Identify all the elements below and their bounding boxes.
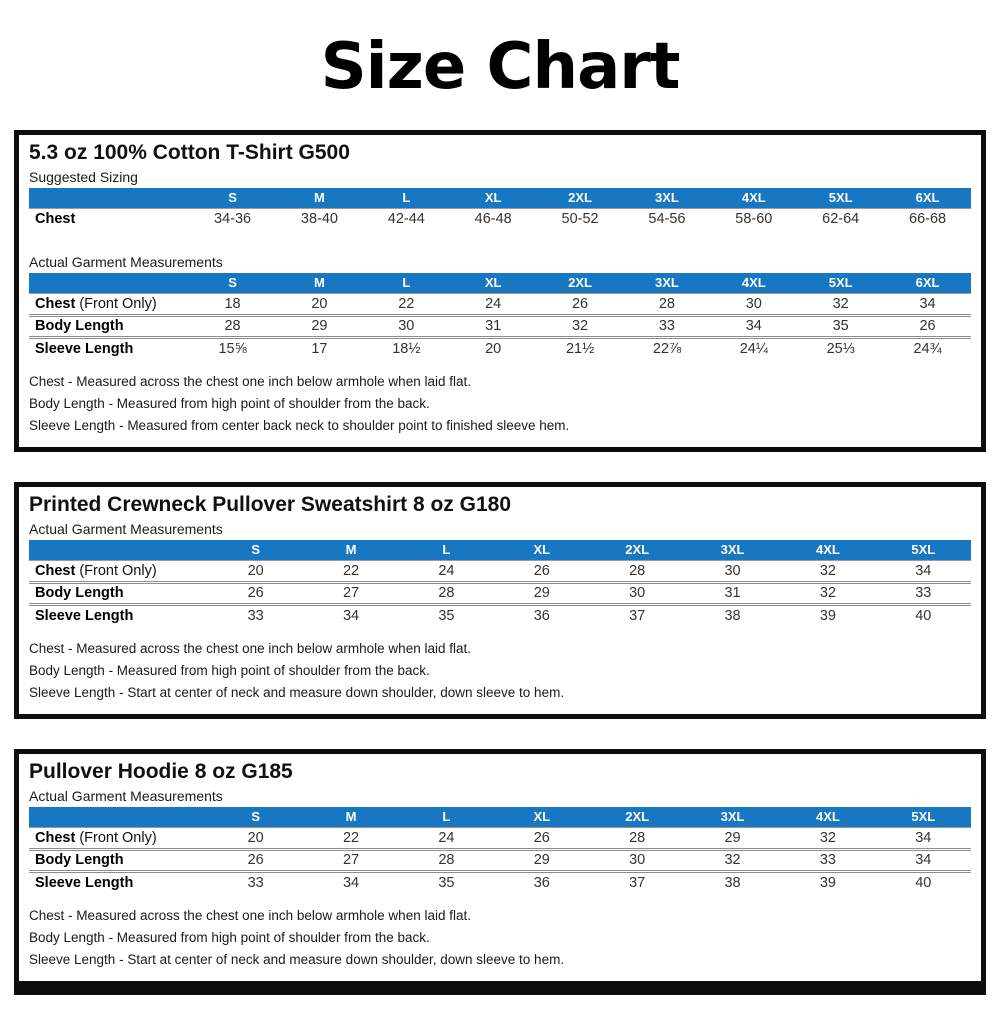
footnote: Body Length - Measured from high point of shoulder from the back. [29, 930, 430, 945]
row-label-text: Body Length [35, 852, 124, 868]
size-column-header: 6XL [884, 188, 971, 208]
size-column-header: S [189, 273, 276, 293]
size-column-header: L [399, 807, 494, 827]
size-header-row [29, 273, 971, 293]
row-label-suffix: (Front Only) [75, 562, 157, 579]
size-column-header: 3XL [624, 273, 711, 293]
row-label [29, 208, 189, 230]
measurement-table [29, 540, 971, 626]
table-title: Printed Crewneck Pullover Sweatshirt 8 oz G180 [29, 493, 512, 516]
size-column-header: 2XL [537, 188, 624, 208]
measurement-rows [29, 208, 971, 230]
size-table-g500-tshirt [14, 130, 986, 452]
table-body [29, 169, 971, 437]
footnotes [29, 371, 971, 437]
table-row [29, 315, 971, 337]
measurement-cell: 20 [485, 340, 502, 357]
table-row [29, 604, 971, 626]
size-column-header: M [276, 273, 363, 293]
footnote: Chest - Measured across the chest one inch below armhole when laid flat. [29, 908, 471, 923]
footnote: Chest - Measured across the chest one inch below armhole when laid flat. [29, 641, 471, 656]
measurement-cell: 38-40 [300, 211, 338, 228]
size-column-header: XL [450, 273, 537, 293]
row-label-text: Chest [35, 295, 76, 312]
measurement-cell: 17 [311, 340, 328, 357]
row-label [29, 827, 208, 849]
measurement-cell: 20 [311, 295, 328, 312]
measurement-cell: 30 [398, 318, 415, 334]
table-row [29, 871, 971, 893]
row-label-text: Chest [35, 211, 76, 228]
table-row [29, 560, 971, 582]
measurement-cell: 29 [724, 829, 741, 846]
measurement-cell: 24 [438, 829, 455, 846]
size-column-header: 4XL [710, 188, 797, 208]
measurement-cell: 33 [819, 852, 836, 868]
row-label-header [29, 273, 189, 293]
size-header-row [29, 807, 971, 827]
measurement-cell: 35 [832, 318, 849, 334]
size-column-header: M [276, 188, 363, 208]
measurement-cell: 46-48 [474, 211, 512, 228]
table-body [29, 521, 971, 704]
row-label-suffix: (Front Only) [75, 295, 157, 312]
measurement-cell: 30 [724, 562, 741, 579]
size-column-header: 4XL [710, 273, 797, 293]
measurement-rows [29, 293, 971, 359]
size-column-header: XL [494, 540, 589, 560]
size-column-header: S [189, 188, 276, 208]
row-label-text: Body Length [35, 318, 124, 334]
table-title: 5.3 oz 100% Cotton T-Shirt G500 [29, 141, 350, 164]
footnote: Sleeve Length - Measured from center back neck to shoulder point to finished sleeve hem. [29, 418, 570, 433]
measurement-cell: 27 [342, 852, 360, 868]
size-header [29, 188, 971, 208]
footnotes [29, 905, 971, 971]
size-column-header: 3XL [685, 540, 780, 560]
measurement-cell: 28 [438, 585, 455, 601]
measurement-cell: 66-68 [909, 211, 947, 228]
row-label-text: Sleeve Length [35, 607, 134, 624]
measurement-cell: 34 [915, 829, 932, 846]
measurement-table [29, 273, 971, 359]
row-label [29, 560, 208, 582]
measurement-cell: 21½ [565, 340, 595, 357]
measurement-cell: 26 [919, 318, 936, 334]
measurement-cell: 37 [629, 607, 646, 624]
size-header [29, 540, 971, 560]
table-row [29, 337, 971, 359]
table-row [29, 208, 971, 230]
measurement-cell: 26 [533, 829, 550, 846]
row-label-suffix: (Front Only) [75, 829, 157, 846]
size-column-header: S [208, 807, 303, 827]
measurement-cell: 39 [819, 874, 836, 891]
measurement-cell: 40 [915, 607, 932, 624]
table-row [29, 827, 971, 849]
measurement-cell: 26 [533, 562, 550, 579]
measurement-cell: 54-56 [648, 211, 686, 228]
measurement-cell: 36 [533, 874, 550, 891]
measurement-cell: 24 [485, 295, 502, 312]
measurement-cell: 37 [629, 874, 646, 891]
row-label-text: Chest [35, 562, 76, 579]
measurement-cell: 33 [658, 318, 675, 334]
size-column-header: M [303, 807, 398, 827]
measurement-cell: 22 [342, 562, 360, 579]
size-column-header: 6XL [884, 273, 971, 293]
measurement-cell: 27 [342, 585, 360, 601]
row-label-header [29, 540, 208, 560]
footnote: Body Length - Measured from high point of shoulder from the back. [29, 663, 430, 678]
measurement-cell: 24 [438, 562, 455, 579]
measurement-cell: 24¼ [739, 340, 768, 357]
measurement-table [29, 807, 971, 893]
measurement-cell: 26 [571, 295, 589, 312]
measurement-cell: 30 [745, 295, 762, 312]
measurement-cell: 32 [819, 829, 836, 846]
measurement-cell: 28 [438, 852, 455, 868]
row-label-text: Body Length [35, 585, 124, 601]
table-body [29, 788, 971, 971]
section-label: Actual Garment Measurements [29, 788, 223, 804]
measurement-cell: 25⅓ [826, 340, 855, 357]
table-row [29, 582, 971, 604]
footnote: Sleeve Length - Start at center of neck and measure down shoulder, down sleeve to hem. [29, 685, 565, 700]
size-column-header: XL [494, 807, 589, 827]
size-column-header: 5XL [876, 807, 971, 827]
measurement-cell: 50-52 [561, 211, 599, 228]
measurement-cell: 31 [485, 318, 502, 334]
size-column-header: 4XL [780, 540, 875, 560]
measurement-cell: 30 [629, 852, 646, 868]
measurement-cell: 35 [438, 607, 455, 624]
measurement-cell: 32 [819, 585, 836, 601]
row-label [29, 604, 208, 626]
measurement-cell: 32 [571, 318, 589, 334]
measurement-cell: 34 [919, 295, 936, 312]
footnote: Sleeve Length - Start at center of neck and measure down shoulder, down sleeve to hem. [29, 952, 565, 967]
row-label-text: Sleeve Length [35, 874, 134, 891]
measurement-cell: 34 [915, 562, 932, 579]
size-header [29, 273, 971, 293]
measurement-table [29, 188, 971, 230]
measurement-cell: 62-64 [822, 211, 860, 228]
measurement-cell: 33 [915, 585, 932, 601]
measurement-cell: 26 [247, 852, 264, 868]
measurement-cell: 22 [398, 295, 415, 312]
measurement-cell: 24¾ [913, 340, 942, 357]
measurement-cell: 28 [629, 829, 646, 846]
row-label [29, 293, 189, 315]
row-label [29, 582, 208, 604]
measurement-cell: 42-44 [387, 211, 425, 228]
size-column-header: 5XL [797, 188, 884, 208]
size-column-header: 3XL [685, 807, 780, 827]
row-label-text: Sleeve Length [35, 340, 134, 357]
measurement-cell: 39 [819, 607, 836, 624]
size-header-row [29, 540, 971, 560]
measurement-cell: 28 [224, 318, 241, 334]
measurement-cell: 32 [724, 852, 741, 868]
size-header [29, 807, 971, 827]
measurement-cell: 26 [247, 585, 264, 601]
row-label [29, 337, 189, 359]
size-column-header: 2XL [589, 807, 684, 827]
measurement-cell: 33 [247, 607, 264, 624]
measurement-cell: 31 [724, 585, 741, 601]
measurement-cell: 35 [438, 874, 455, 891]
row-label [29, 849, 208, 871]
measurement-cell: 32 [832, 295, 849, 312]
measurement-cell: 34 [915, 852, 932, 868]
measurement-cell: 20 [247, 562, 264, 579]
size-column-header: L [363, 188, 450, 208]
measurement-cell: 22⅞ [652, 340, 682, 357]
measurement-cell: 36 [533, 607, 550, 624]
measurement-cell: 15⅝ [218, 340, 247, 357]
size-column-header: 2XL [589, 540, 684, 560]
size-table-g180-crewneck [14, 482, 986, 719]
size-column-header: 5XL [876, 540, 971, 560]
size-column-header: S [208, 540, 303, 560]
measurement-cell: 20 [247, 829, 264, 846]
measurement-cell: 18½ [392, 340, 421, 357]
size-column-header: 4XL [780, 807, 875, 827]
measurement-cell: 38 [724, 874, 741, 891]
measurement-cell: 33 [247, 874, 264, 891]
size-table-g185-hoodie [14, 749, 986, 995]
size-header-row [29, 188, 971, 208]
size-column-header: M [303, 540, 398, 560]
measurement-cell: 34 [745, 318, 762, 334]
table-title: Pullover Hoodie 8 oz G185 [29, 760, 293, 783]
size-column-header: 3XL [624, 188, 711, 208]
measurement-cell: 28 [658, 295, 675, 312]
size-column-header: 2XL [537, 273, 624, 293]
measurement-cell: 58-60 [735, 211, 773, 228]
section-label: Suggested Sizing [29, 169, 138, 185]
measurement-cell: 29 [311, 318, 328, 334]
size-column-header: XL [450, 188, 537, 208]
row-label-text: Chest [35, 829, 76, 846]
measurement-rows [29, 560, 971, 626]
measurement-cell: 30 [629, 585, 646, 601]
row-label-header [29, 188, 189, 208]
measurement-cell: 38 [724, 607, 741, 624]
measurement-cell: 34 [342, 874, 360, 891]
measurement-cell: 40 [915, 874, 932, 891]
row-label-header [29, 807, 208, 827]
section-label: Actual Garment Measurements [29, 254, 223, 270]
measurement-cell: 34-36 [214, 211, 252, 228]
measurement-cell: 18 [224, 295, 241, 312]
table-row [29, 849, 971, 871]
table-row [29, 293, 971, 315]
footnote: Chest - Measured across the chest one inch below armhole when laid flat. [29, 374, 471, 389]
measurement-cell: 28 [629, 562, 646, 579]
footnote: Body Length - Measured from high point of shoulder from the back. [29, 396, 430, 411]
measurement-rows [29, 827, 971, 893]
size-column-header: 5XL [797, 273, 884, 293]
measurement-cell: 29 [533, 852, 550, 868]
measurement-cell: 22 [342, 829, 360, 846]
measurement-cell: 34 [342, 607, 360, 624]
page-title: Size Chart [320, 30, 680, 104]
measurement-cell: 32 [819, 562, 836, 579]
size-column-header: L [399, 540, 494, 560]
row-label [29, 315, 189, 337]
measurement-cell: 29 [533, 585, 550, 601]
footnotes [29, 638, 971, 704]
size-column-header: L [363, 273, 450, 293]
section-label: Actual Garment Measurements [29, 521, 223, 537]
row-label [29, 871, 208, 893]
